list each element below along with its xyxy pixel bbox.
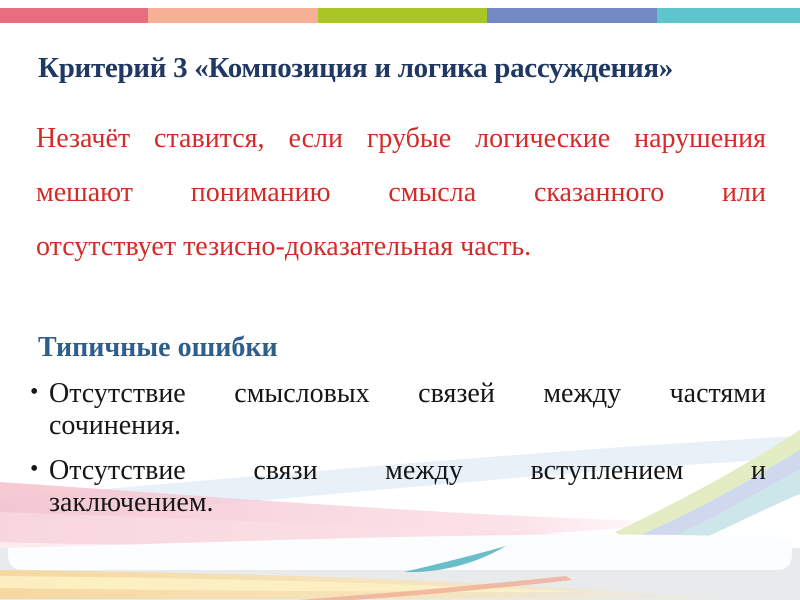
accent-bar-segment-periwinkle <box>487 8 657 23</box>
bullet-1-line-2: сочинения. <box>49 410 182 441</box>
bullet-2-line-1: Отсутствие связи между вступлением и <box>49 455 766 486</box>
warning-line-1: Незачёт ставится, если грубые логические нарушения <box>36 123 766 154</box>
bullet-1-line-1: Отсутствие смысловых связей между частями <box>49 378 766 409</box>
accent-bar-segment-rose <box>0 8 148 23</box>
accent-bar-segment-salmon <box>148 8 318 23</box>
warning-line-3: отсутствует тезисно-доказательная часть. <box>36 231 532 262</box>
bullet-2-line-2: заключением. <box>49 487 214 518</box>
accent-bar-segment-teal <box>657 8 800 23</box>
bullet-marker: • <box>30 456 39 482</box>
list-item <box>30 455 766 519</box>
top-accent-bar <box>0 8 800 23</box>
slide-title: Критерий 3 «Композиция и логика рассуждения» <box>38 52 673 84</box>
list-item <box>30 378 766 442</box>
subheading-typical-errors: Типичные ошибки <box>38 332 278 363</box>
warning-line-2: мешают пониманию смысла сказанного или <box>36 177 766 208</box>
accent-bar-segment-green <box>318 8 487 23</box>
warning-paragraph <box>36 112 766 274</box>
bullet-marker: • <box>30 379 39 405</box>
bullet-list <box>30 378 766 532</box>
